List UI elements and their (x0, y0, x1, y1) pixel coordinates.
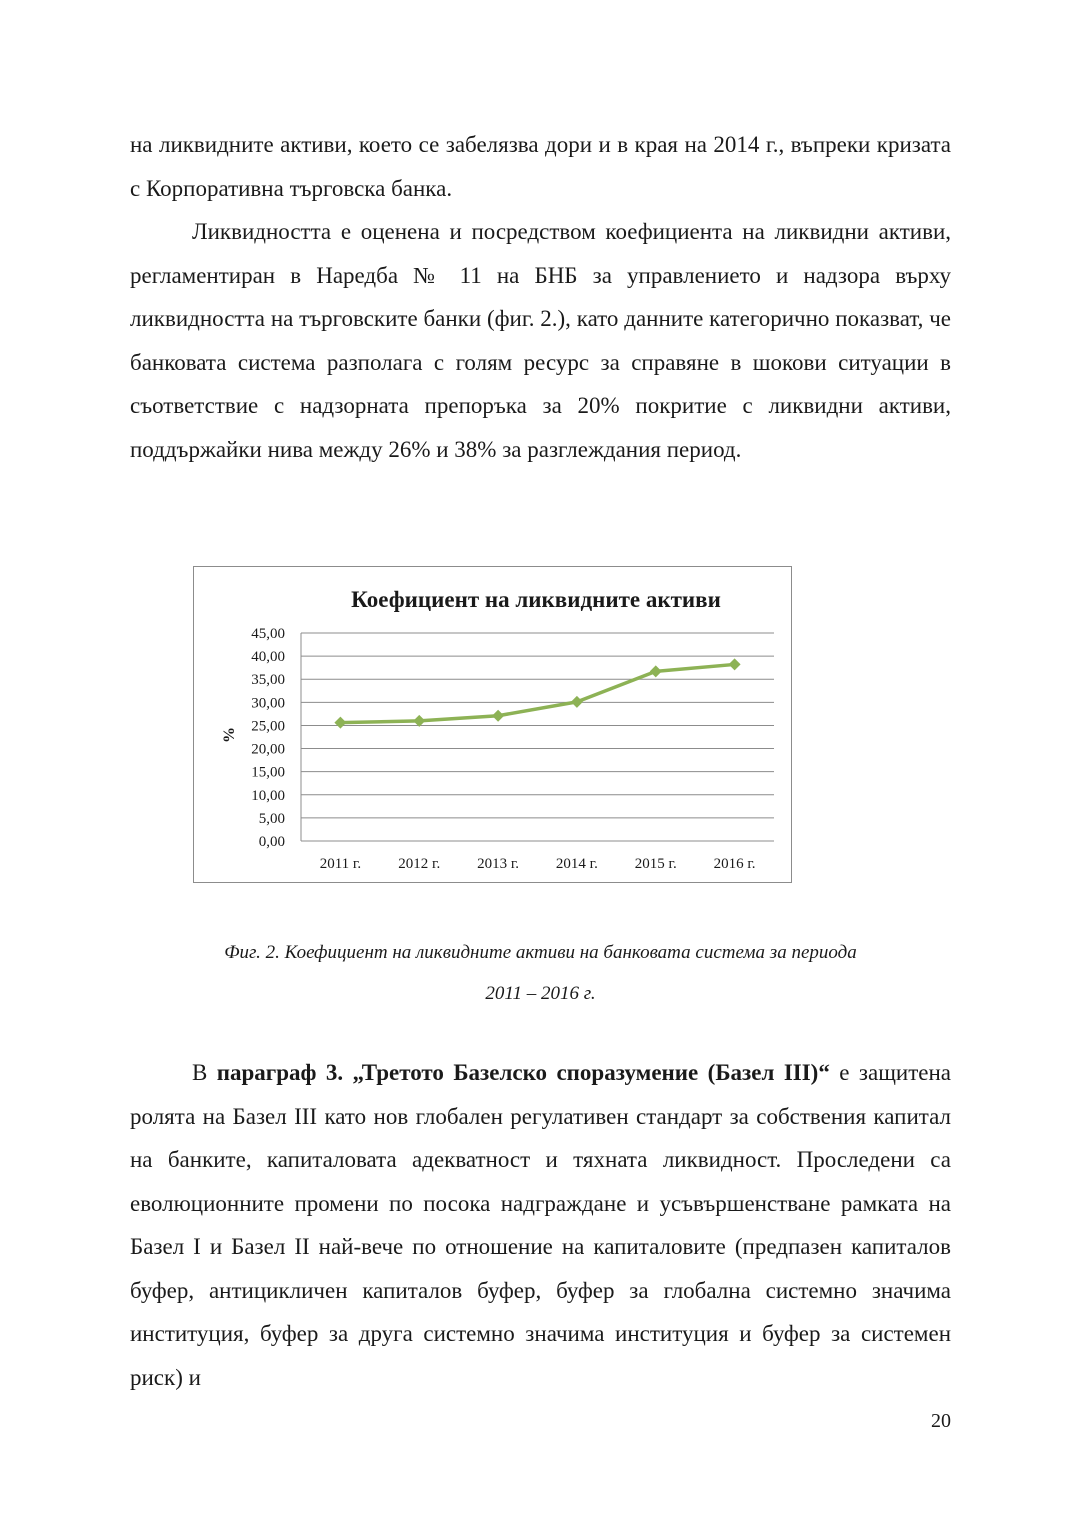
figure-caption-line1: Фиг. 2. Коефициент на ликвидните активи на банковата система за периода (224, 942, 857, 963)
y-tick-label: 40,00 (251, 649, 285, 666)
y-tick-label: 10,00 (251, 787, 285, 804)
y-tick-label: 25,00 (251, 718, 285, 735)
data-point-marker (334, 717, 346, 729)
x-tick-label: 2015 г. (634, 856, 677, 872)
data-point-marker (571, 696, 583, 708)
x-tick-label: 2012 г. (398, 856, 441, 872)
y-tick-label: 20,00 (251, 741, 285, 758)
chart-title: Коефициент на ликвидните активи (351, 587, 721, 612)
series-line (340, 664, 734, 722)
figure-caption-line2: 2011 – 2016 г. (485, 983, 596, 1004)
y-tick-label: 5,00 (258, 810, 285, 827)
y-axis-label: % (221, 727, 238, 743)
paragraph-bold-heading: параграф 3. „Третото Базелско споразумение (Базел III)“ (216, 1060, 830, 1085)
paragraph-liquidity: Ликвидността е оценена и посредством коефициента на ликвидни активи, регламентиран в Наредба № 11 на БНБ за управлението и надзора върху ликвидността на търговските банки (фиг. 2.), като данните категорично показват, че банковата система разполага с голям ресурс за справяне в шокови ситуации в съответствие с надзорната препоръка за 20% покритие с ликвидни активи, поддържайки нива между 26% и 38% за разглеждания период. (130, 219, 951, 462)
paragraph-basel (130, 1051, 951, 1399)
y-tick-label: 15,00 (251, 764, 285, 781)
x-tick-label: 2014 г. (555, 856, 598, 872)
y-tick-label: 45,00 (251, 626, 285, 642)
paragraph-prefix: В (192, 1060, 217, 1085)
y-tick-label: 30,00 (251, 695, 285, 712)
x-tick-label: 2011 г. (319, 856, 362, 872)
data-point-marker (492, 710, 504, 722)
liquidity-chart (193, 566, 792, 883)
paragraph-body: е защитена ролята на Базел III като нов глобален регулативен стандарт за собствения капитал на банките, капиталовата адекватност и тяхната ликвидност. Проследени са еволюционните промени по посока надграждане и усъвършенстване рамката на Базел I и Базел II най-вече по отношение на капиталовите (предпазен капиталов буфер, антицикличен капиталов буфер, буфер за глобална системно значима институция, буфер за друга системно значима институция и буфер за системен риск) и (130, 1060, 951, 1390)
data-point-marker (650, 665, 662, 677)
data-point-marker (729, 658, 741, 670)
chart-canvas (194, 567, 793, 884)
y-tick-label: 0,00 (258, 834, 285, 850)
paragraph-continuation: на ликвидните активи, което се забелязва дори и в края на 2014 г., въпреки кризата с Корпоративна търговска банка. (130, 132, 951, 201)
x-tick-label: 2013 г. (477, 856, 520, 872)
page-number: 20 (931, 1410, 951, 1432)
x-tick-label: 2016 г. (713, 856, 756, 872)
y-tick-label: 35,00 (251, 672, 285, 689)
